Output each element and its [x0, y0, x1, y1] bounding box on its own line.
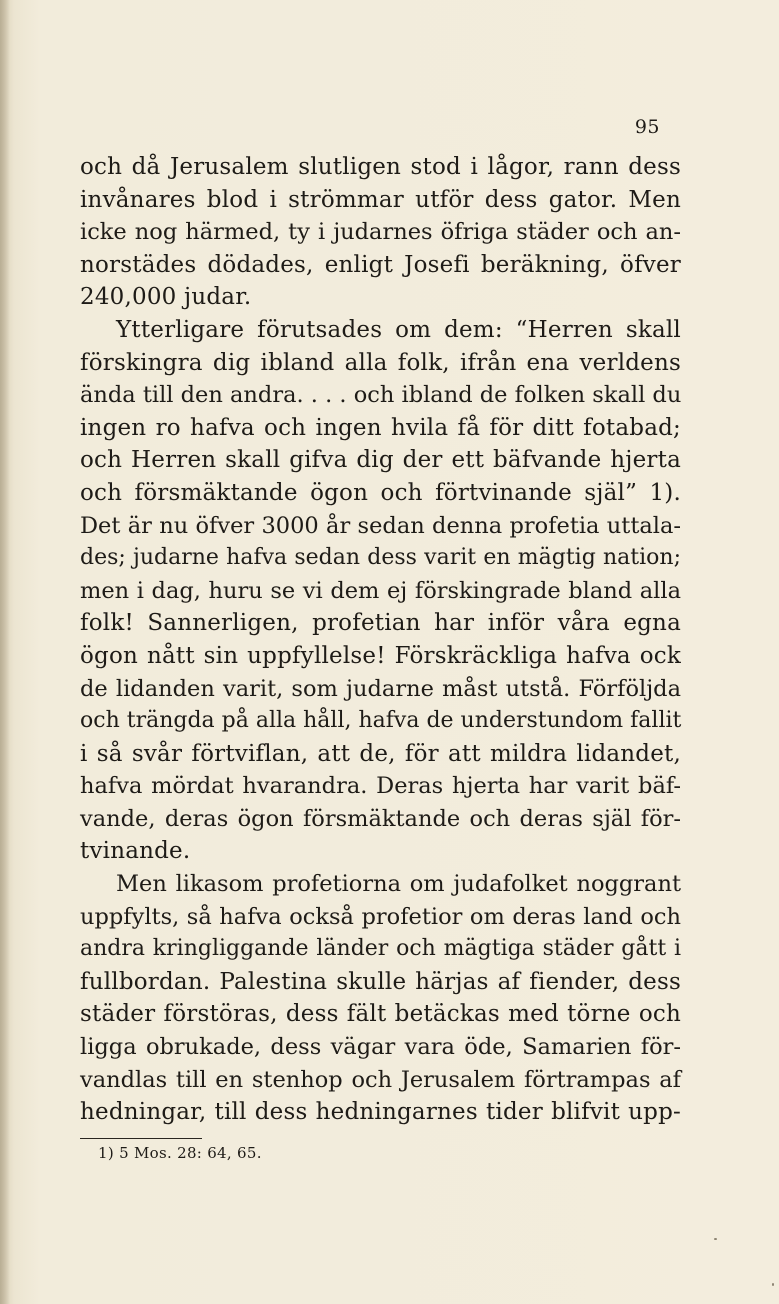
- text-line: vandlas till en stenhop och Jerusalem förtrampas af: [80, 1066, 681, 1093]
- text-line: ingen ro hafva och ingen hvila få för ditt fotabad;: [80, 414, 681, 441]
- text-line: städer förstöras, dess fält betäckas med törne och: [80, 1001, 681, 1028]
- paper-speck: [772, 1283, 774, 1286]
- text-line: folk! Sannerligen, profetian har inför våra egna: [80, 610, 681, 637]
- footnote-rule: [80, 1138, 202, 1139]
- text-line: de lidanden varit, som judarne måst utstå. Förföljda: [80, 675, 681, 702]
- text-line: Det är nu öfver 3000 år sedan denna profetia uttala-: [80, 512, 681, 539]
- text-line: andra kringliggande länder och mägtiga städer gått i: [80, 936, 681, 962]
- text-line: invånares blod i strömmar utför dess gator. Men: [80, 186, 681, 213]
- text-line: tvinande.: [80, 838, 191, 865]
- page-number: 95: [634, 116, 660, 138]
- text-line: hafva mördat hvarandra. Deras hjerta har varit bäf-: [80, 773, 681, 800]
- body-text: [80, 151, 681, 1129]
- text-line: och trängda på alla håll, hafva de understundom fallit: [80, 708, 682, 734]
- text-line: men i dag, huru se vi dem ej förskingrade bland alla: [80, 577, 681, 604]
- text-line: 240,000 judar.: [80, 284, 252, 311]
- text-line: hedningar, till dess hedningarnes tider blifvit upp-: [80, 1099, 681, 1126]
- text-line: uppfylts, så hafva också profetior om deras land och: [80, 903, 681, 930]
- text-line: och försmäktande ögon och förtvinande själ” 1).: [80, 479, 681, 506]
- footnote: 1) 5 Mos. 28: 64, 65.: [98, 1144, 262, 1162]
- text-line: des; judarne hafva sedan dess varit en mägtig nation;: [80, 545, 681, 571]
- text-line: och Herren skall gifva dig der ett bäfvande hjerta: [80, 447, 681, 474]
- text-line: Ytterligare förutsades om dem: “Herren skall: [116, 316, 681, 343]
- text-line: fullbordan. Palestina skulle härjas af fiender, dess: [80, 968, 681, 995]
- text-line: förskingra dig ibland alla folk, ifrån ena verldens: [80, 349, 681, 376]
- text-line: ögon nått sin uppfyllelse! Förskräckliga hafva ock: [80, 642, 681, 669]
- text-line: ligga obrukade, dess vägar vara öde, Samarien för-: [80, 1034, 681, 1061]
- text-line: icke nog härmed, ty i judarnes öfriga städer och an-: [80, 219, 681, 246]
- page-gutter: [0, 0, 10, 1304]
- text-line: och då Jerusalem slutligen stod i lågor, rann dess: [80, 154, 681, 180]
- paper-speck: [714, 1238, 717, 1240]
- text-line: Men likasom profetiorna om judafolket noggrant: [116, 871, 681, 898]
- text-line: vande, deras ögon försmäktande och deras själ för-: [80, 805, 681, 832]
- text-line: ända till den andra. . . . och ibland de folken skall du: [80, 382, 682, 409]
- text-line: norstädes dödades, enligt Josefi beräkning, öfver: [80, 251, 681, 278]
- text-line: i så svår förtviflan, att de, för att mildra lidandet,: [80, 740, 681, 767]
